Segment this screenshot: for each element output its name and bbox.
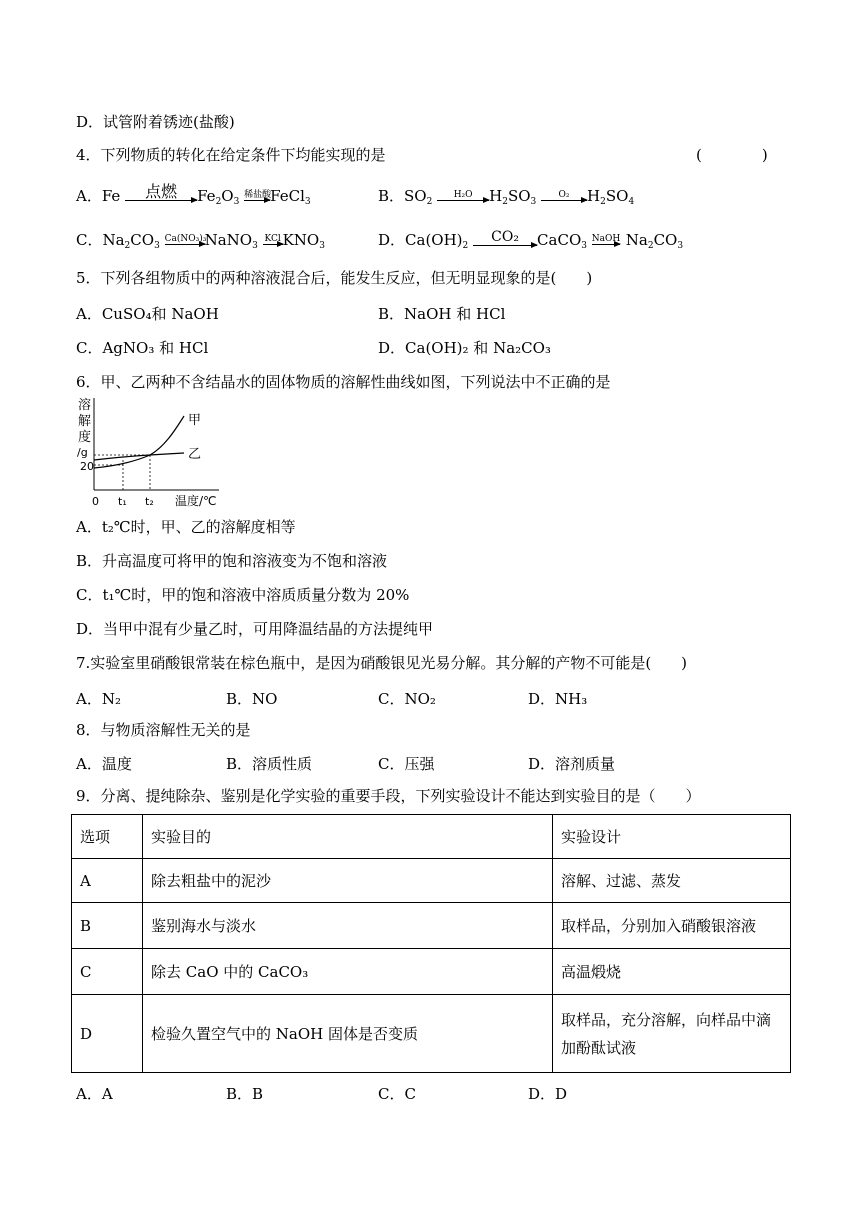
question-9-stem: 9．分离、提纯除杂、鉴别是化学实验的重要手段，下列实验设计不能达到实验目的是（ ） bbox=[76, 787, 701, 805]
y-axis-label-2: 解 bbox=[78, 414, 92, 429]
arrow-condition: NaOH bbox=[591, 234, 621, 244]
question-7-option-d: D．NH₃ bbox=[528, 690, 588, 708]
table-row bbox=[72, 903, 791, 949]
table-header-row bbox=[72, 815, 791, 859]
y-axis-label-3: 度 bbox=[78, 430, 92, 445]
question-9-option-a: A．A bbox=[76, 1085, 113, 1103]
x-axis-label: 温度/℃ bbox=[175, 494, 217, 508]
reaction-arrow bbox=[592, 226, 620, 246]
x-tick-t2: t₂ bbox=[145, 495, 154, 508]
question-5-option-a: A．CuSO₄和 NaOH bbox=[76, 305, 219, 323]
arrow-condition: O₂ bbox=[558, 190, 570, 200]
curve-jia bbox=[94, 416, 184, 468]
reaction-arrow bbox=[437, 182, 489, 202]
y-axis-unit: /g bbox=[77, 446, 88, 459]
reaction-arrow bbox=[125, 182, 197, 202]
question-5-option-d: D．Ca(OH)₂ 和 Na₂CO₃ bbox=[378, 339, 551, 357]
question-8-option-a: A．温度 bbox=[76, 755, 132, 773]
reaction-arrow bbox=[165, 226, 205, 246]
arrow-condition: Ca(NO₃)₃ bbox=[164, 234, 207, 244]
question-4-stem: 4．下列物质的转化在给定条件下均能实现的是 bbox=[76, 146, 386, 164]
table-cell: 除去粗盐中的泥沙 bbox=[143, 859, 553, 903]
table-cell: 鉴别海水与淡水 bbox=[143, 903, 553, 949]
question-6-option-d: D．当甲中混有少量乙时，可用降温结晶的方法提纯甲 bbox=[76, 620, 434, 638]
arrow-condition: KCl bbox=[264, 234, 281, 244]
solubility-curve-figure bbox=[74, 394, 244, 514]
reaction-arrow bbox=[473, 226, 537, 246]
question-4-answer-paren: ( ) bbox=[696, 146, 768, 164]
question-6-option-a: A．t₂℃时，甲、乙的溶解度相等 bbox=[76, 518, 296, 536]
y-axis-label-1: 溶 bbox=[78, 398, 92, 413]
table-cell: 取样品，分别加入硝酸银溶液 bbox=[553, 903, 791, 949]
reaction-arrow bbox=[541, 182, 587, 202]
question-8-option-d: D．溶剂质量 bbox=[528, 755, 616, 773]
question-9-option-c: C．C bbox=[378, 1085, 416, 1103]
reaction-arrow bbox=[244, 182, 270, 202]
table-header: 选项 bbox=[72, 815, 143, 859]
y-tick-20: 20 bbox=[80, 460, 94, 473]
question-3-option-d: D．试管附着锈迹(盐酸) bbox=[76, 113, 235, 131]
question-7-option-b: B．NO bbox=[226, 690, 278, 708]
table-row bbox=[72, 995, 791, 1073]
question-7-option-a: A．N₂ bbox=[76, 690, 121, 708]
table-cell: 溶解、过滤、蒸发 bbox=[553, 859, 791, 903]
question-4-option-d: D．$Ca(OH)_2$ CO₂ CaCO$_3$ NaOH $Na_2CO_3$ bbox=[378, 230, 683, 256]
question-7-option-c: C．NO₂ bbox=[378, 690, 436, 708]
arrow-condition: H₂O bbox=[453, 190, 473, 200]
table-cell: 高温煅烧 bbox=[553, 949, 791, 995]
question-6-stem: 6．甲、乙两种不含结晶水的固体物质的溶解性曲线如图，下列说法中不正确的是 bbox=[76, 373, 611, 391]
arrow-condition: 点燃 bbox=[145, 182, 178, 201]
table-cell: C bbox=[72, 949, 143, 995]
arrow-condition: CO₂ bbox=[491, 229, 519, 245]
arrow-condition: 稀盐酸 bbox=[244, 190, 272, 200]
curve-label-jia: 甲 bbox=[188, 413, 202, 428]
table-cell: 检验久置空气中的 NaOH 固体是否变质 bbox=[143, 995, 553, 1073]
table-cell: D bbox=[72, 995, 143, 1073]
question-5-option-b: B．NaOH 和 HCl bbox=[378, 305, 506, 323]
table-cell: A bbox=[72, 859, 143, 903]
question-6-option-b: B．升高温度可将甲的饱和溶液变为不饱和溶液 bbox=[76, 552, 388, 570]
reaction-arrow bbox=[263, 226, 283, 246]
question-8-option-b: B．溶质性质 bbox=[226, 755, 313, 773]
table-header: 实验设计 bbox=[553, 815, 791, 859]
question-9-option-d: D．D bbox=[528, 1085, 568, 1103]
table-cell: 取样品，充分溶解，向样品中滴加酚酞试液 bbox=[553, 995, 791, 1073]
question-8-option-c: C．压强 bbox=[378, 755, 435, 773]
question-8-stem: 8．与物质溶解性无关的是 bbox=[76, 721, 251, 739]
question-7-stem: 7.实验室里硝酸银常装在棕色瓶中，是因为硝酸银见光易分解。其分解的产物不可能是( ) bbox=[76, 654, 688, 672]
table-header: 实验目的 bbox=[143, 815, 553, 859]
table-row bbox=[72, 949, 791, 995]
table-cell: 除去 CaO 中的 CaCO₃ bbox=[143, 949, 553, 995]
question-4-option-c: C．$Na_2CO_3$ Ca(NO₃)₃ NaNO$_3$ KCl $KNO_3$ bbox=[76, 230, 325, 256]
question-5-stem: 5．下列各组物质中的两种溶液混合后，能发生反应，但无明显现象的是( ) bbox=[76, 269, 593, 287]
question-4-option-a: A．Fe 点燃 $Fe_2O_3$ 稀盐酸 FeCl$_3$ bbox=[76, 182, 311, 207]
question-6-option-c: C．t₁℃时，甲的饱和溶液中溶质质量分数为 20% bbox=[76, 586, 410, 604]
curve-label-yi: 乙 bbox=[188, 447, 202, 462]
table-row bbox=[72, 859, 791, 903]
question-5-option-c: C．AgNO₃ 和 HCl bbox=[76, 339, 209, 357]
experiment-table bbox=[71, 814, 791, 1073]
question-4-option-b: B．$SO_2$ H₂O $H_2SO_3$ O₂ $H_2SO_4$ bbox=[378, 186, 634, 212]
origin-label: 0 bbox=[92, 495, 99, 508]
question-9-option-b: B．B bbox=[226, 1085, 264, 1103]
x-tick-t1: t₁ bbox=[118, 495, 127, 508]
table-cell: B bbox=[72, 903, 143, 949]
